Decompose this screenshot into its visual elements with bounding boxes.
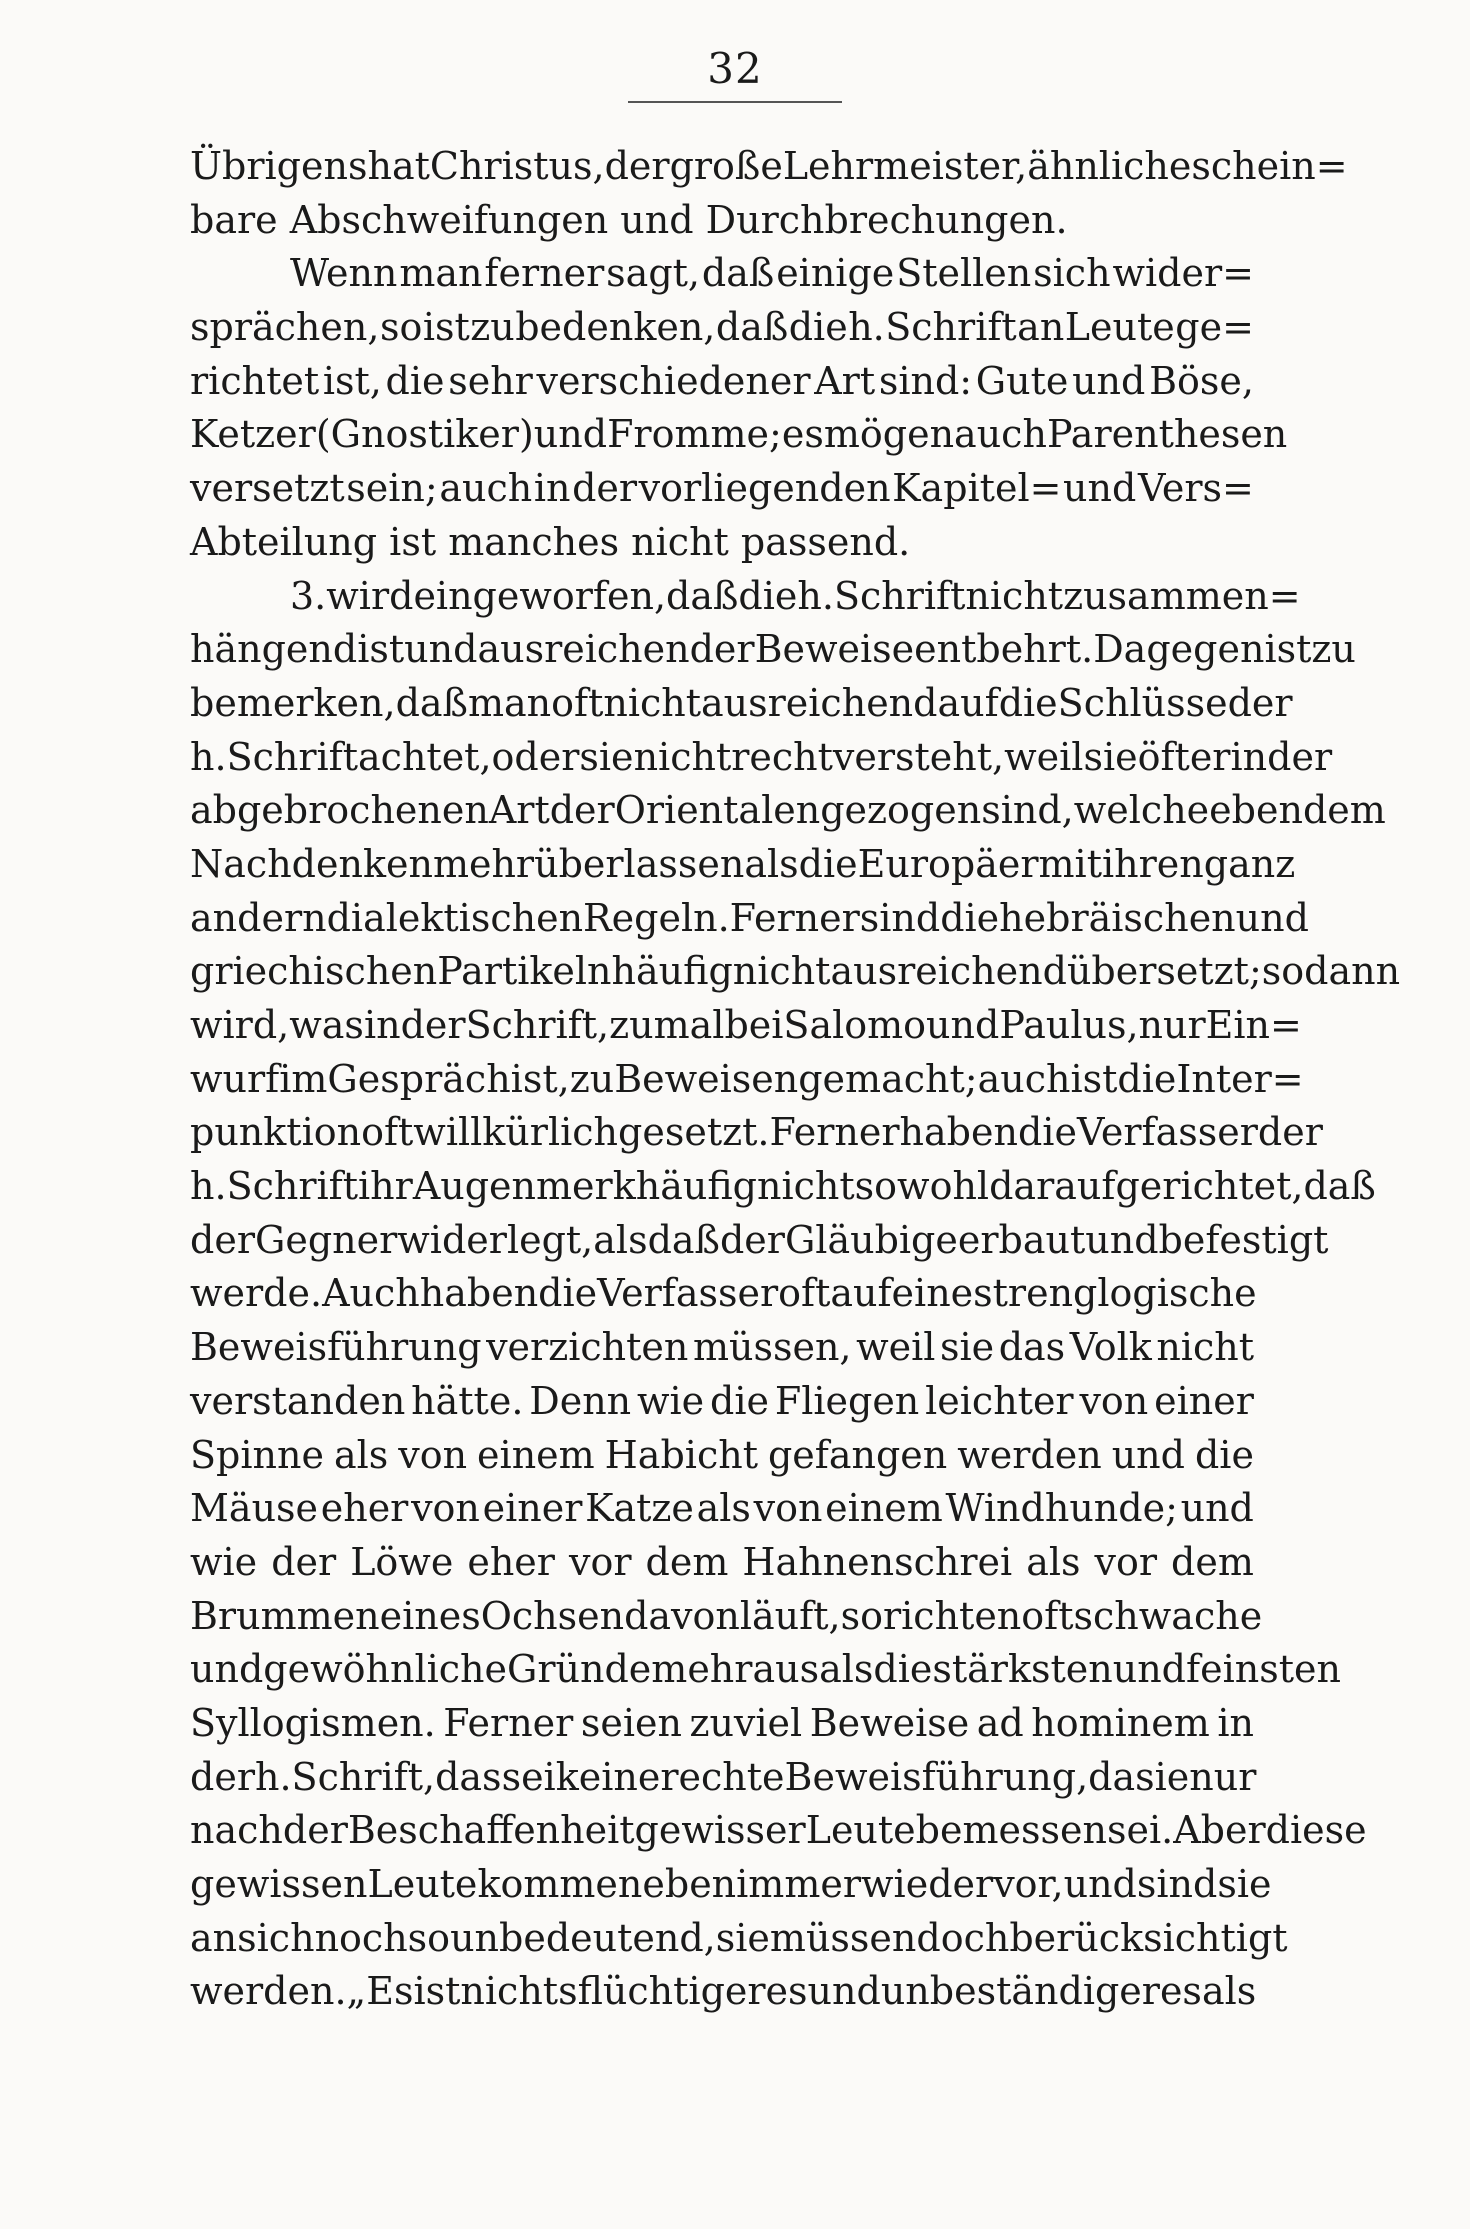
- text-line: 3. wird eingeworfen, daß die h. Schrift nicht zusammen=: [290, 573, 1301, 618]
- text-line: werde. Auch haben die Verfasser oft auf eine streng logische: [190, 1271, 1257, 1316]
- text-line: hängend ist und ausreichender Beweise entbehrt. Dagegen ist zu: [190, 627, 1356, 672]
- text-line: gewissen Leute kommen eben immer wieder vor, und sind sie: [190, 1862, 1272, 1906]
- text-line: griechischen Partikeln häufig nicht ausreichend übersetzt; sodann: [190, 949, 1401, 994]
- text-line: bemerken, daß man oft nicht ausreichend auf die Schlüsse der: [190, 680, 1293, 725]
- text-line: andern dialektischen Regeln. Ferner sind die hebräischen und: [190, 895, 1309, 940]
- text-line: bare Abschweifungen und Durchbrechungen.: [190, 197, 1068, 242]
- text-line: nach der Beschaffenheit gewisser Leute bemessen sei. Aber diese: [190, 1808, 1367, 1853]
- text-line: Wenn man ferner sagt, daß einige Stellen sich wider=: [290, 251, 1254, 296]
- text-line: Nachdenken mehr überlassen als die Europäer mit ihren ganz: [190, 841, 1296, 886]
- text-line: verstanden hätte. Denn wie die Fliegen leichter von einer: [190, 1378, 1254, 1423]
- text-line: Spinne als von einem Habicht gefangen werden und die: [190, 1432, 1254, 1477]
- text-line: wird, was in der Schrift, zumal bei Salomo und Paulus, nur Ein=: [190, 1003, 1302, 1047]
- text-line: wie der Löwe eher vor dem Hahnenschrei als vor dem: [190, 1539, 1254, 1584]
- text-line: Mäuse eher von einer Katze als von einem Windhunde; und: [190, 1486, 1254, 1531]
- text-line: h. Schrift achtet, oder sie nicht recht versteht, weil sie öfter in der: [190, 734, 1333, 779]
- text-line: und gewöhnliche Gründe mehr aus als die stärksten und feinsten: [190, 1647, 1341, 1692]
- text-line: Übrigens hat Christus, der große Lehrmeister, ähnliche schein=: [190, 144, 1348, 188]
- header-rule: [628, 101, 842, 103]
- text-line: wurf im Gespräch ist, zu Beweisen gemacht; auch ist die Inter=: [190, 1056, 1304, 1101]
- text-line: Beweisführung verzichten müssen, weil sie das Volk nicht: [190, 1325, 1254, 1370]
- text-line: der Gegner widerlegt, als daß der Gläubige erbaut und befestigt: [190, 1217, 1329, 1262]
- text-line: richtet ist, die sehr verschiedener Art sind: Gute und Böse,: [190, 358, 1254, 403]
- text-line: Ketzer (Gnostiker) und Fromme; es mögen auch Parenthesen: [190, 412, 1288, 457]
- text-line: h. Schrift ihr Augenmerk häufig nicht sowohl darauf gerichtet, daß: [190, 1164, 1376, 1209]
- text-line: Syllogismen. Ferner seien zuviel Beweise ad hominem in: [190, 1700, 1254, 1745]
- text-line: an sich noch so unbedeutend, sie müssen doch berücksichtigt: [190, 1915, 1288, 1960]
- text-line: sprächen, so ist zu bedenken, daß die h. Schrift an Leute ge=: [190, 305, 1254, 350]
- text-line: werden. „Es ist nichts flüchtigeres und unbeständigeres als: [190, 1969, 1257, 2014]
- text-line: Abteilung ist manches nicht passend.: [190, 519, 911, 564]
- body-text: [190, 140, 1401, 2019]
- text-line: der h. Schrift, das sei keine rechte Beweisführung, da sie nur: [190, 1754, 1257, 1799]
- text-line: Brummen eines Ochsen davonläuft, so richten oft schwache: [190, 1593, 1263, 1638]
- text-line: punktion oft willkürlich gesetzt. Ferner haben die Verfasser der: [190, 1110, 1323, 1155]
- page-number: 32: [707, 44, 763, 93]
- text-line: abgebrochenen Art der Orientalen gezogen sind, welche eben dem: [190, 788, 1386, 833]
- text-line: versetzt sein; auch in der vorliegenden Kapitel= und Vers=: [190, 466, 1254, 511]
